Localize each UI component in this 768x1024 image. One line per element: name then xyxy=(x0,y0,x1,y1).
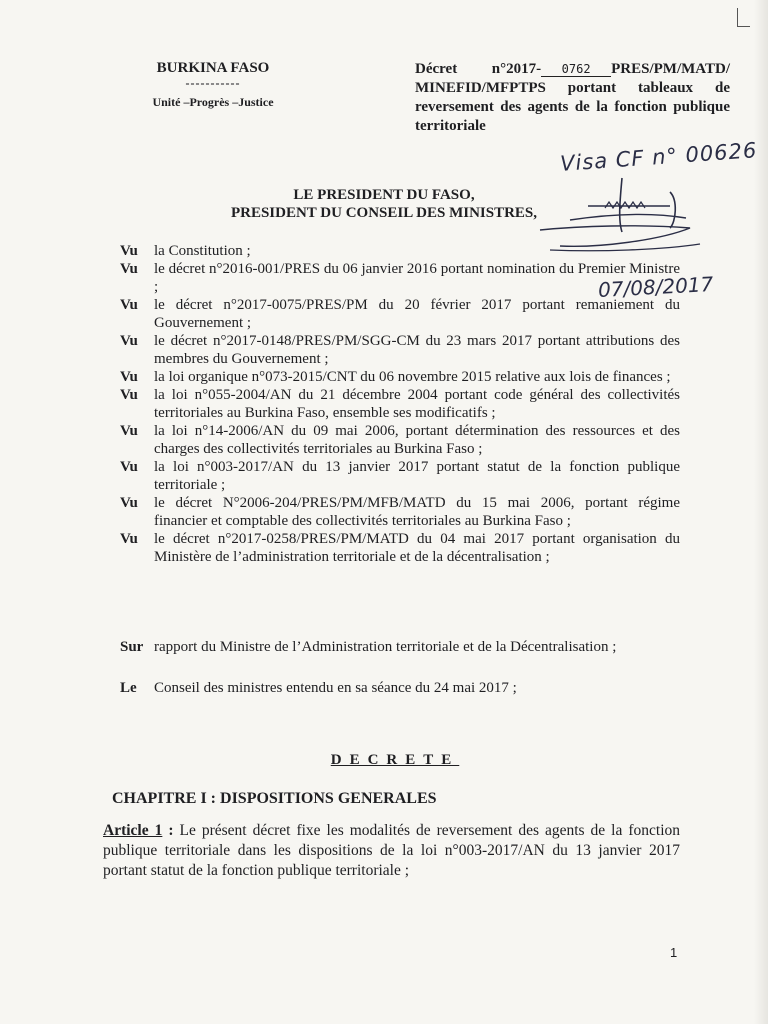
decree-number: 0762 xyxy=(541,62,611,77)
sur-row xyxy=(110,638,680,656)
vu-label: Vu xyxy=(120,297,138,313)
country-header xyxy=(138,60,288,110)
decree-title xyxy=(415,60,730,136)
vu-text: le décret n°2017-0075/PRES/PM du 20 février 2017 portant remaniement du Gouvernement ; xyxy=(154,297,680,331)
list-item xyxy=(110,332,680,368)
list-item xyxy=(110,242,680,260)
vu-text: la loi n°003-2017/AN du 13 janvier 2017 portant statut de la fonction publique territoriale ; xyxy=(154,459,680,493)
handwritten-date: 07/08/2017 xyxy=(597,271,714,303)
vu-label: Vu xyxy=(120,423,138,439)
vu-label: Vu xyxy=(120,243,138,259)
sur-text: rapport du Ministre de l’Administration territoriale et de la Décentralisation ; xyxy=(154,639,617,655)
vu-label: Vu xyxy=(120,495,138,511)
corner-mark xyxy=(737,8,750,27)
article-1-label: Article 1 xyxy=(103,822,163,839)
article-1-body xyxy=(103,821,680,881)
decrete-heading: DECRETE xyxy=(330,752,460,768)
list-item xyxy=(110,386,680,422)
list-item xyxy=(110,296,680,332)
vu-list xyxy=(110,242,680,566)
vu-text: le décret n°2017-0258/PRES/PM/MATD du 04 mai 2017 portant organisation du Ministère de l’administration territoriale et de la décentralisation ; xyxy=(154,531,680,565)
decree-prefix: Décret n°2017- xyxy=(415,61,542,77)
le-label: Le xyxy=(120,680,137,696)
list-item xyxy=(110,458,680,494)
vu-label: Vu xyxy=(120,333,138,349)
decree-title-rest: MINEFID/MFPTPS portant tableaux de reversement des agents de la fonction publique territoriale xyxy=(415,80,730,134)
vu-label: Vu xyxy=(120,261,138,277)
sur-clause xyxy=(110,638,680,656)
vu-label: Vu xyxy=(120,369,138,385)
page-number: 1 xyxy=(670,945,678,960)
country-name: BURKINA FASO xyxy=(156,60,270,76)
vu-text: la loi n°14-2006/AN du 09 mai 2006, portant détermination des ressources et des charges des collectivités territoriales au Burkina Faso ; xyxy=(154,423,680,457)
list-item xyxy=(110,530,680,566)
article-1-text: Le présent décret fixe les modalités de reversement des agents de la fonction publique territoriale dans les dispositions de la loi n°003-2017/AN du 13 janvier 2017 portant statut de la fonction publique territoriale ; xyxy=(103,822,681,879)
list-item xyxy=(110,260,680,296)
le-row xyxy=(110,679,680,697)
article-1-colon: : xyxy=(162,822,174,839)
national-motto: Unité –Progrès –Justice xyxy=(152,95,274,109)
vu-text: la loi n°055-2004/AN du 21 décembre 2004 portant code général des collectivités territoriales au Burkina Faso, ensemble ses modificatifs ; xyxy=(154,387,680,421)
chapter-heading: CHAPITRE I : DISPOSITIONS GENERALES xyxy=(112,790,437,807)
list-item xyxy=(110,494,680,530)
handwritten-visa: Visa CF n° 00626 xyxy=(559,138,759,176)
list-item xyxy=(110,422,680,458)
vu-text: le décret N°2006-204/PRES/PM/MFB/MATD du 15 mai 2006, portant régime financier et comptable des collectivités territoriales au Burkina Faso ; xyxy=(154,495,680,529)
list-item xyxy=(110,368,680,386)
article-1 xyxy=(103,821,680,881)
vu-label: Vu xyxy=(120,459,138,475)
vu-text: la loi organique n°073-2015/CNT du 06 novembre 2015 relative aux lois de finances ; xyxy=(154,369,671,385)
vu-label: Vu xyxy=(120,387,138,403)
le-clause xyxy=(110,679,680,697)
le-text: Conseil des ministres entendu en sa séance du 24 mai 2017 ; xyxy=(154,680,517,696)
header-separator: ----------- xyxy=(185,76,241,90)
sur-label: Sur xyxy=(120,639,144,655)
vu-text: la Constitution ; xyxy=(154,243,251,259)
president-title xyxy=(0,186,768,222)
vu-text: le décret n°2017-0148/PRES/PM/SGG-CM du 23 mars 2017 portant attributions des membres du Gouvernement ; xyxy=(154,333,680,367)
vu-text: le décret n°2016-001/PRES du 06 janvier 2016 portant nomination du Premier Ministre ; xyxy=(154,261,680,295)
president-line-1: LE PRESIDENT DU FASO, xyxy=(293,187,475,203)
decree-suffix: PRES/PM/MATD/ xyxy=(611,61,730,77)
vu-label: Vu xyxy=(120,531,138,547)
president-line-2: PRESIDENT DU CONSEIL DES MINISTRES, xyxy=(230,205,538,221)
